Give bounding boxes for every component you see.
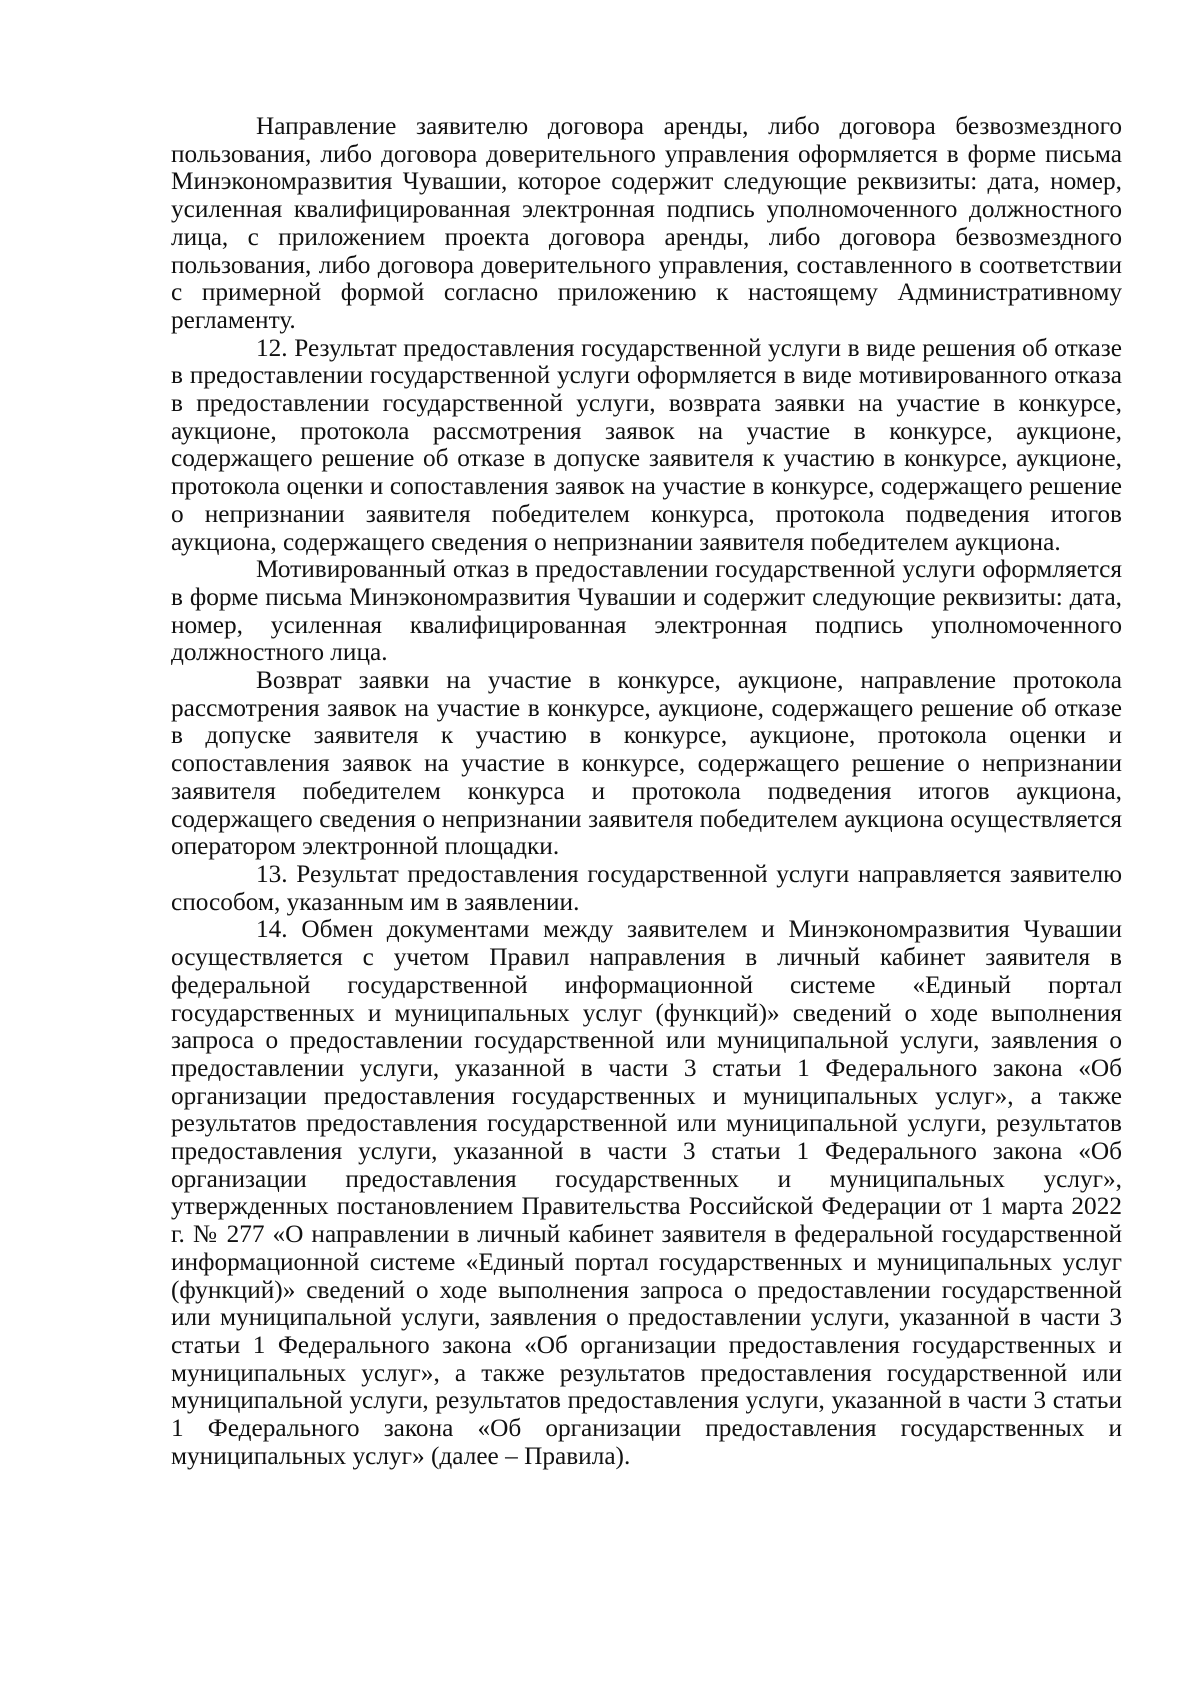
paragraph-contract-letter: Направление заявителю договора аренды, либо договора безвозмездного пользования, либо договора доверительного управления оформляется в форме письма Минэкономразвития Чувашии, которое содержит следующие реквизиты: дата, номер, усиленная квалифицированная электронная подпись уполномоченного должностного лица, с приложением проекта договора аренды, либо договора безвозмездного пользования, либо договора доверительного управления, составленного в соответствии с примерной формой согласно приложению к настоящему Административному регламенту.	[171, 112, 1122, 334]
paragraph-13-result-delivery: 13. Результат предоставления государственной услуги направляется заявителю способом, указанным им в заявлении.	[171, 859, 1122, 916]
paragraph-motivated-refusal: Мотивированный отказ в предоставлении государственной услуги оформляется в форме письма Минэкономразвития Чувашии и содержит следующие реквизиты: дата, номер, усиленная квалифицированная электронная подпись уполномоченного должностного лица.	[171, 555, 1122, 667]
document-page	[171, 113, 1122, 1470]
paragraph-12-refusal-result: 12. Результат предоставления государственной услуги в виде решения об отказе в предоставлении государственной услуги оформляется в виде мотивированного отказа в предоставлении государственной услуги, возврата заявки на участие в конкурсе, аукционе, протокола рассмотрения заявок на участие в конкурсе, аукционе, содержащего решение об отказе в допуске заявителя к участию в конкурсе, аукционе, протокола оценки и сопоставления заявок на участие в конкурсе, содержащего решение о непризнании заявителя победителем конкурса, протокола подведения итогов аукциона, содержащего сведения о непризнании заявителя победителем аукциона.	[171, 333, 1122, 556]
paragraph-application-return: Возврат заявки на участие в конкурсе, аукционе, направление протокола рассмотрения заявок на участие в конкурсе, аукционе, содержащего решение об отказе в допуске заявителя к участию в конкурсе, аукционе, протокола оценки и сопоставления заявок на участие в конкурсе, содержащего решение о непризнании заявителя победителем конкурса и протокола подведения итогов аукциона, содержащего сведения о непризнании заявителя победителем аукциона осуществляется оператором электронной площадки.	[171, 666, 1122, 861]
paragraph-14-document-exchange: 14. Обмен документами между заявителем и Минэкономразвития Чувашии осуществляется с учетом Правил направления в личный кабинет заявителя в федеральной государственной информационной системе «Единый портал государственных и муниципальных услуг (функций)» сведений о ходе выполнения запроса о предоставлении государственной или муниципальной услуги, заявления о предоставлении услуги, указанной в части 3 статьи 1 Федерального закона «Об организации предоставления государственных и муниципальных услуг», а также результатов предоставления государственной или муниципальной услуги, результатов предоставления услуги, указанной в части 3 статьи 1 Федерального закона «Об организации предоставления государственных и муниципальных услуг», утвержденных постановлением Правительства Российской Федерации от 1 марта 2022 г. № 277 «О направлении в личный кабинет заявителя в федеральной государственной информационной системе «Единый портал государственных и муниципальных услуг (функций)» сведений о ходе выполнения запроса о предоставлении государственной или муниципальной услуги, заявления о предоставлении услуги, указанной в части 3 статьи 1 Федерального закона «Об организации предоставления государственных и муниципальных услуг», а также результатов предоставления государственной или муниципальной услуги, результатов предоставления услуги, указанной в части 3 статьи 1 Федерального закона «Об организации предоставления государственных и муниципальных услуг» (далее – Правила).	[171, 915, 1122, 1470]
